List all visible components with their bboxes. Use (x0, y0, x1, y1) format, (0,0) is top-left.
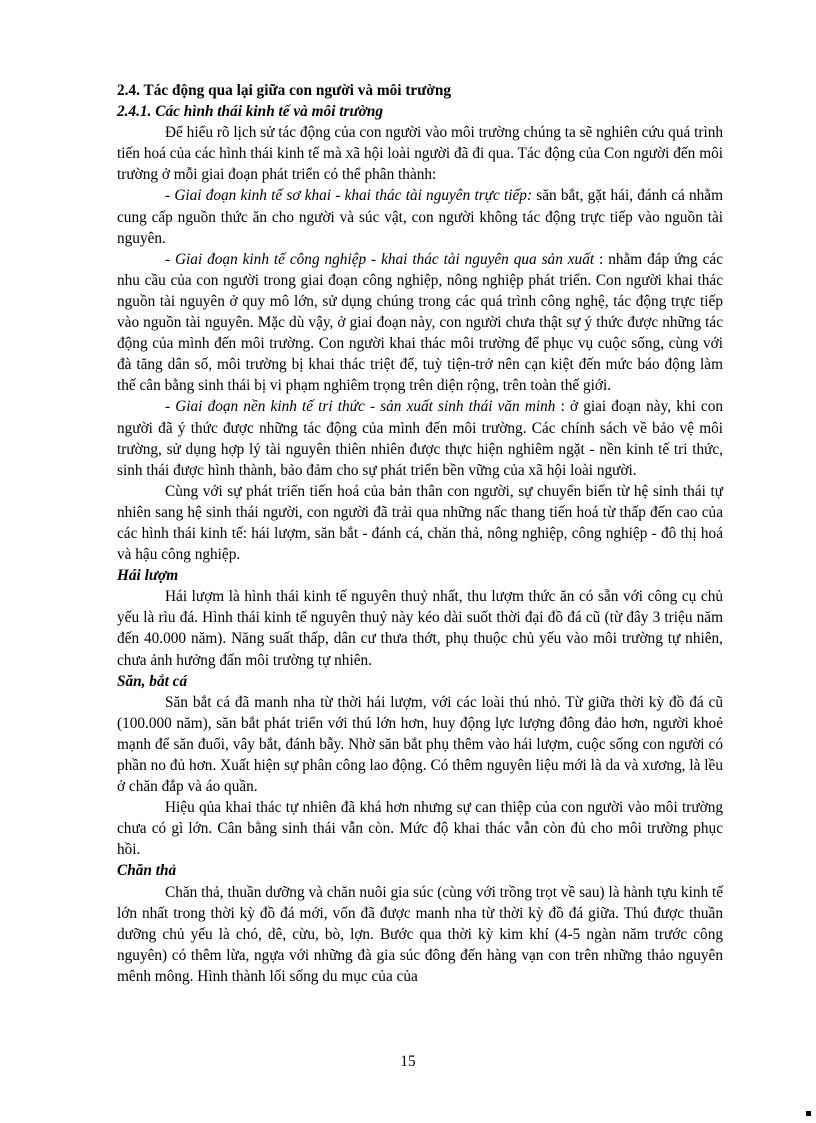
subsection-heading: 2.4.1. Các hình thái kinh tế và môi trường (117, 103, 383, 121)
stage-text-1: săn bắt, gặt hái, đánh cá nhằm cung cấp nguồn thức ăn cho người và súc vật, con người không tác động trực tiếp vào nguồn tài nguyên. (117, 187, 723, 247)
stage-text-2: : nhằm đáp ứng các nhu cầu của con người trong giai đoạn công nghiệp, nông nghiệp phát triển. Con người khai thác nguồn tài nguyên ở quy mô lớn, sử dụng chúng trong các quá trình công nghệ, tác động trực tiếp vào nguồn tài nguyên. Mặc dù vậy, ở giai đoạn này, con người chưa thật sự ý thức được những tác động của mình đến môi trường. Con người khai thác môi trường để phục vụ cuộc sống, cùng với đà tăng dân số, môi trường bị khai thác triệt để, tuỳ tiện-trở nên cạn kiệt đến mức báo động làm thế cân bằng sinh thái bị vi phạm nghiêm trọng trên diện rộng, trên toàn thế giới. (117, 250, 723, 395)
page-number: 15 (400, 1053, 416, 1070)
stage-lead-2: - Giai đoạn kinh tế công nghiệp - khai thác tài nguyên qua sản xuất (165, 250, 595, 268)
evolution-paragraph: Cùng với sự phát triển tiến hoá của bản thân con người, sự chuyển biến từ hệ sinh thái tự nhiên sang hệ sinh thái người, con người đã trải qua những nấc thang tiến hoá từ thấp đến cao của các hình thái kinh tế: hái lượm, săn bắt - đánh cá, chăn thả, nông nghiệp, công nghiệp - đô thị hoá và hậu công nghiệp. (117, 482, 723, 564)
stage-paragraph-3 (117, 396, 723, 480)
section-heading: 2.4. Tác động qua lại giữa con người và môi trường (117, 82, 452, 99)
stage-paragraph-1 (117, 185, 723, 248)
hai-luom-paragraph: Hái lượm là hình thái kinh tế nguyên thuỷ nhất, thu lượm thức ăn có sẵn với công cụ chủ yếu là rìu đá. Hình thái kinh tế nguyên thuỷ này kéo dài suốt thời đại đồ đá cũ (từ đây 3 triệu năm đến 40.000 năm). Năng suất thấp, dân cư thưa thớt, phụ thuộc chủ yếu vào môi trường tự nhiên, chưa ảnh hưởng đấn môi trường tự nhiên. (117, 588, 723, 669)
chan-tha-heading: Chăn thả (117, 862, 177, 880)
san-bat-ca-paragraph-1: Săn bắt cá đã manh nha từ thời hái lượm, với các loài thú nhỏ. Từ giữa thời kỳ đồ đá cũ (100.000 năm), săn bắt phát triển với thú lớn hơn, huy động lực lượng đông đảo hơn, người khoẻ mạnh để săn đuổi, vây bắt, đánh bẫy. Nhờ săn bắt phụ thêm vào hái lượm, cuộc sống con người có phần no đủ hơn. Xuất hiện sự phân công lao động. Có thêm nguyên liệu mới là da và xương, là lều ở chăn đắp và áo quần. (117, 693, 723, 796)
stage-lead-3: - Giai đoạn nền kinh tế tri thức - sản xuất sinh thái văn minh (165, 398, 556, 416)
san-bat-ca-paragraph-2: Hiệu qủa khai thác tự nhiên đã khá hơn nhưng sự can thiệp của con người vào môi trường chưa có gì lớn. Cân bằng sinh thái vẫn còn. Mức độ khai thác vẫn còn đủ cho môi trường phục hồi. (117, 799, 723, 859)
stage-lead-1: - Giai đoạn kinh tế sơ khai - khai thác tài nguyên trực tiếp: (165, 187, 533, 205)
stage-text-3: : ở giai đoạn này, khi con người đã ý thức được những tác động của mình đến môi trường. Các chính sách về bảo vệ môi trường, sử dụng hợp lý tài nguyên thiên nhiên được thực hiện nghiêm ngặt - nền kinh tế tri thức, sinh thái được hình thành, bảo đảm cho sự phát triển bền vững của xã hội loài người. (117, 398, 723, 479)
stage-paragraph-2 (117, 249, 723, 397)
intro-paragraph: Để hiểu rõ lịch sử tác động của con người vào môi trường chúng ta sẽ nghiên cứu quá trình tiến hoá của các hình thái kinh tế mà xã hội loài người đã đi qua. Tác động của Con người đến môi trường ở mỗi giai đoạn phát triển có thể phân thành: (117, 124, 723, 184)
chan-tha-paragraph: Chăn thả, thuần dưỡng và chăn nuôi gia súc (cùng với trồng trọt về sau) là hành tựu kinh tế lớn nhất trong thời kỳ đồ đá mới, vốn đã được manh nha từ thời kỳ đồ đá giữa. Thú được thuần dưỡng chủ yếu là chó, dê, cừu, bò, lợn. Bước qua thời kỳ kim khí (4-5 ngàn năm trước công nguyên) có thêm lừa, ngựa với những đà gia súc đông đến hàng vạn con trên những thảo nguyên mênh mông. Hình thành lối sống du mục của của (117, 883, 723, 985)
page-content (117, 80, 723, 987)
corner-mark (806, 1111, 811, 1116)
san-bat-ca-heading: Săn, bắt cá (117, 672, 188, 690)
hai-luom-heading: Hái lượm (117, 567, 179, 585)
